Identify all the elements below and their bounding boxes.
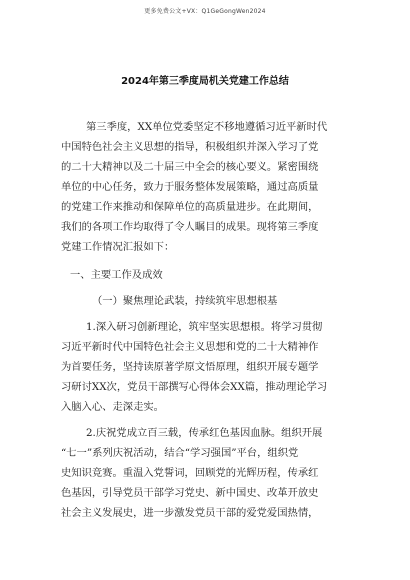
paragraph-line: 的党建工作来推动和保障单位的高质量进步。在此期间， [61,201,319,213]
subsection-heading: （一）聚焦理论武装，持续筑牢思想根基 [92,295,278,307]
section-heading: 一、主要工作及成效 [70,269,163,281]
paragraph-line: 为首要任务，坚持读原著学原文悟原理，组织开展专题学 [61,361,319,373]
paragraph-line: 单位的中心任务，致力于服务整体发展策略，通过高质量 [61,181,319,193]
page-header: 更多免费公文+VX：Q1GeGongWen2024 [144,8,266,15]
paragraph-line: 中国特色社会主义思想的指导，积极组织并深入学习了党 [61,141,319,153]
document-title: 2024年第三季度局机关党建工作总结 [121,76,289,87]
paragraph-line: 的二十大精神以及二十届三中全会的核心要义。紧密围绕 [61,161,319,173]
paragraph-line: 1.深入研习创新理论，筑牢坚实思想根。将学习贯彻 [86,321,323,333]
paragraph-line: 习近平新时代中国特色社会主义思想和党的二十大精神作 [61,341,319,353]
paragraph-line: 第三季度，XX单位党委坚定不移地遵循习近平新时代 [86,121,328,133]
paragraph-line: 习研讨XX次，党员干部撰写心得体会XX篇，推动理论学习 [61,381,328,393]
paragraph-line: 色基因，引导党员干部学习党史、新中国史、改革开放史 [61,487,319,499]
paragraph-line: 党建工作情况汇报如下： [61,241,175,253]
paragraph-line: “七一”系列庆祝活动，结合“学习强国”平台，组织党 [61,447,299,459]
paragraph-line: 社会主义发展史，进一步激发党员干部的爱党爱国热情， [61,507,319,519]
paragraph-line: 入脑入心、走深走实。 [61,401,164,413]
paragraph-line: 2.庆祝党成立百三载，传承红色基因血脉。组织开展 [86,427,323,439]
paragraph-line: 史知识竞赛。重温入党誓词，回顾党的光辉历程，传承红 [61,467,319,479]
paragraph-line: 我们的各项工作均取得了令人瞩目的成果。现将第三季度 [61,221,319,233]
